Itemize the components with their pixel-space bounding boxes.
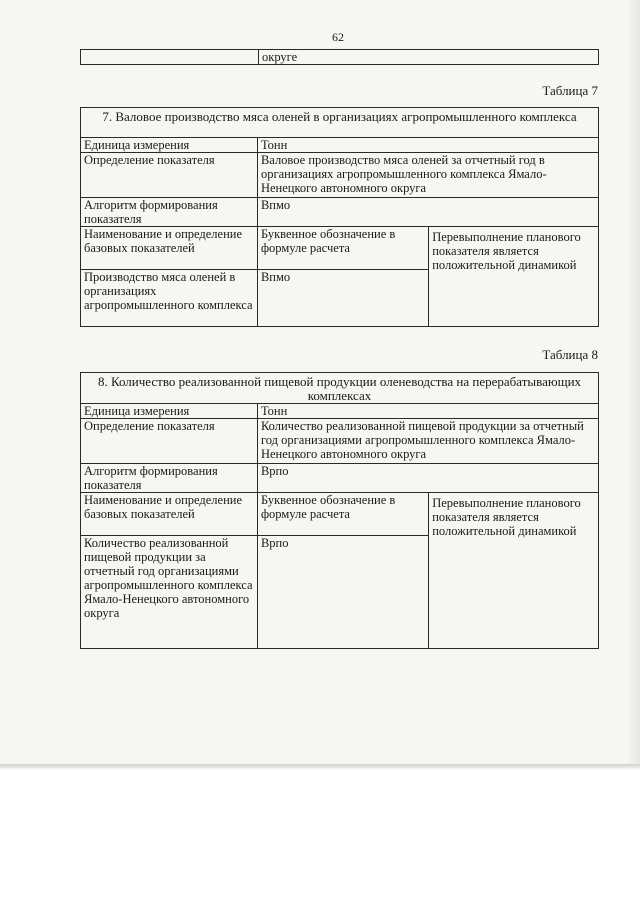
table7-title: 7. Валовое производство мяса оленей в организациях агропромышленного комплекса	[81, 108, 599, 138]
page-edge-shading	[626, 0, 640, 768]
continuation-table	[80, 49, 599, 65]
page-number: 62	[332, 30, 344, 44]
table7-base-row-name: Производство мяса оленей в организациях агропромышленного комплекса	[81, 270, 258, 327]
table7-base-header-name: Наименование и определение базовых показателей	[81, 227, 258, 270]
table7-unit-value: Тонн	[257, 138, 598, 153]
table7-algorithm-value: Впмо	[257, 198, 598, 227]
table8-definition-label: Определение показателя	[81, 419, 258, 464]
page-bottom-shadow	[0, 764, 640, 770]
table7-base-header-symbol: Буквенное обозначение в формуле расчета	[257, 227, 428, 270]
table7-definition-label: Определение показателя	[81, 153, 258, 198]
table-7	[80, 107, 599, 327]
table8-unit-value: Тонн	[257, 404, 598, 419]
table8-base-row-symbol: Врпо	[257, 536, 428, 649]
table-8	[80, 372, 599, 649]
table8-title: 8. Количество реализованной пищевой продукции оленеводства на перерабатывающих комплексах	[81, 373, 599, 404]
table7-algorithm-label: Алгоритм формирования показателя	[81, 198, 258, 227]
table8-definition-value: Количество реализованной пищевой продукции за отчетный год организациями агропромышленного комплекса Ямало-Ненецкого автономного округа	[257, 419, 598, 464]
table7-label: Таблица 7	[542, 83, 598, 98]
table8-label: Таблица 8	[542, 347, 598, 362]
continuation-empty-cell	[81, 50, 259, 65]
table8-algorithm-value: Врпо	[257, 464, 598, 493]
table7-definition-value: Валовое производство мяса оленей за отчетный год в организациях агропромышленного комплекса Ямало-Ненецкого автономного округа	[257, 153, 598, 198]
continuation-cell: округе	[259, 50, 599, 65]
table8-base-header-symbol: Буквенное обозначение в формуле расчета	[257, 493, 428, 536]
table7-unit-label: Единица измерения	[81, 138, 258, 153]
table8-algorithm-label: Алгоритм формирования показателя	[81, 464, 258, 493]
table7-base-row-symbol: Впмо	[257, 270, 428, 327]
table8-base-row-name: Количество реализованной пищевой продукции за отчетный год организациями агропромышленного комплекса Ямало-Ненецкого автономного округа	[81, 536, 258, 649]
table8-base-header-name: Наименование и определение базовых показателей	[81, 493, 258, 536]
table7-base-note: Перевыполнение планового показателя является положительной динамикой	[429, 227, 599, 327]
table8-base-note: Перевыполнение планового показателя является положительной динамикой	[429, 493, 599, 649]
table8-unit-label: Единица измерения	[81, 404, 258, 419]
